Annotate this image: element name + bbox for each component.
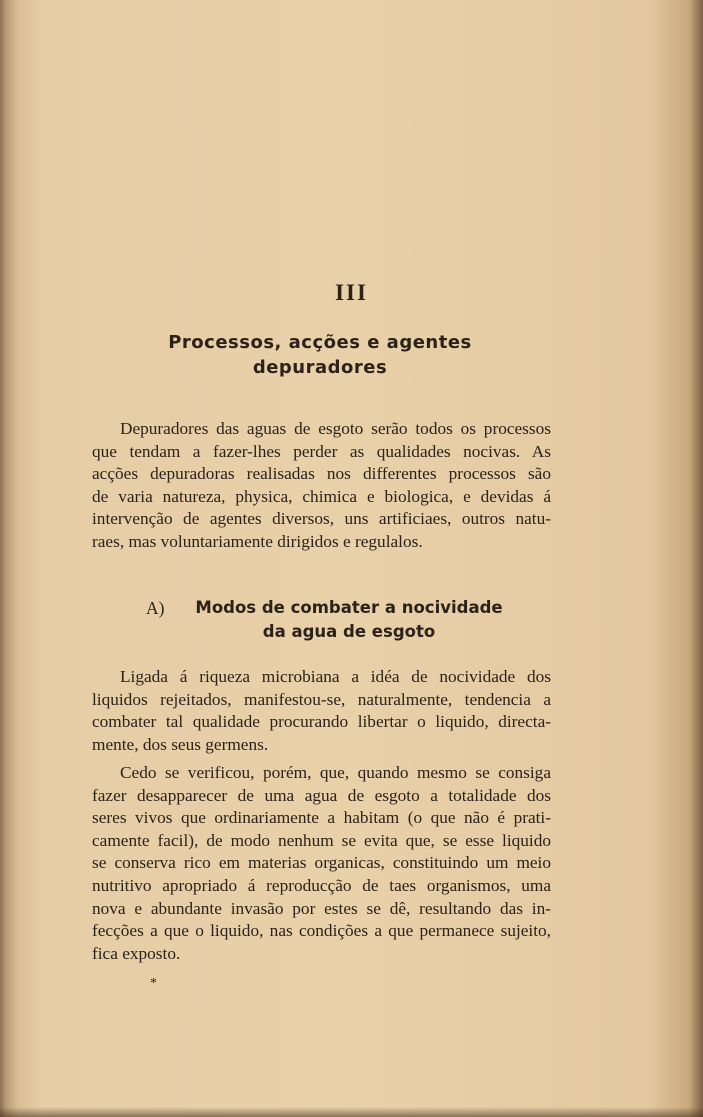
text-line: liquidos rejeitados, manifestou-se, naturalmente, tendencia a bbox=[92, 689, 551, 709]
text-line: nova e abundante invasão por estes se dê, resultando das in- bbox=[92, 898, 551, 918]
subsection-title-line-2: da agua de esgoto bbox=[262, 622, 436, 641]
text-line: fazer desapparecer de uma agua de esgoto a totalidade dos bbox=[92, 785, 551, 805]
chapter-title-line-2: depuradores bbox=[252, 357, 388, 378]
text-line: acções depuradoras realisadas nos differentes processos são bbox=[92, 464, 551, 484]
text-line: Depuradores das aguas de esgoto serão todos os processos bbox=[120, 419, 551, 438]
text-line: fecções a que o liquido, nas condições a que permanece sujeito, bbox=[92, 921, 551, 941]
text-line: se conserva rico em materias organicas, constituindo um meio bbox=[92, 853, 551, 873]
text-line: raes, mas voluntariamente dirigidos e regulalos. bbox=[92, 531, 423, 551]
text-line: Cedo se verificou, porém, que, quando mesmo se consiga bbox=[120, 763, 551, 782]
text-line: intervenção de agentes diversos, uns artificiaes, outros natu- bbox=[92, 509, 551, 529]
text-line: fica exposto. bbox=[92, 943, 181, 963]
text-line: Ligada á riqueza microbiana a idéa de nocividade dos bbox=[120, 667, 551, 686]
paragraph-ligada bbox=[92, 666, 551, 756]
footer-asterisk: * bbox=[150, 976, 157, 991]
text-line: que tendam a fazer-lhes perder as qualidades nocivas. As bbox=[92, 441, 551, 461]
subsection-label: A) bbox=[146, 598, 165, 618]
text-line: de varia natureza, physica, chimica e biologica, e devidas á bbox=[92, 486, 551, 506]
text-line: mente, dos seus germens. bbox=[92, 734, 269, 754]
chapter-title bbox=[0, 330, 640, 380]
subsection-title bbox=[184, 596, 514, 644]
text-line: nutritivo apropriado á reproducção de taes organismos, uma bbox=[92, 875, 551, 895]
text-line: combater tal qualidade procurando libertar o liquido, directa- bbox=[92, 712, 551, 732]
chapter-number: III bbox=[335, 280, 368, 305]
subsection-title-line-1: Modos de combater a nocividade bbox=[195, 598, 503, 617]
text-line: seres vivos que ordinariamente a habitam (o que não é prati- bbox=[92, 808, 551, 828]
paragraph-depuradores bbox=[92, 418, 551, 554]
text-line: camente facil), de modo nenhum se evita que, se esse liquido bbox=[92, 830, 551, 850]
chapter-title-line-1: Processos, acções e agentes bbox=[168, 332, 472, 353]
paragraph-cedo bbox=[92, 762, 551, 965]
